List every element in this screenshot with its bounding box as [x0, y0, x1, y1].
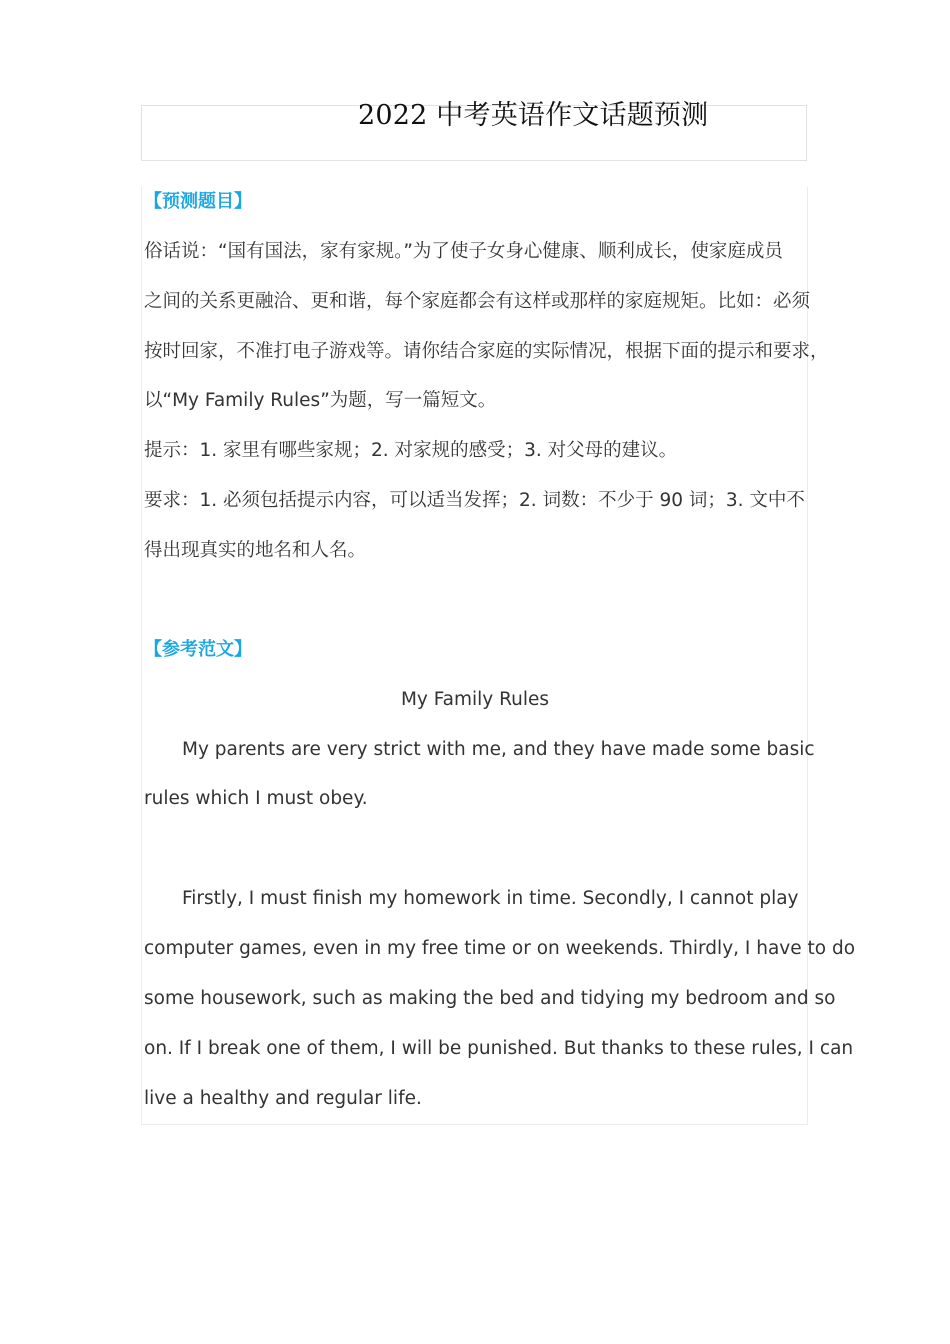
requirement-line: 得出现真实的地名和人名。: [144, 540, 367, 561]
prompt-line: 以“My Family Rules”为题，写一篇短文。: [144, 390, 497, 411]
prompt-line: 俗话说：“国有国法，家有家规。”为了使子女身心健康、顺利成长，使家庭成员: [144, 241, 783, 262]
prompt-line: 按时回家，不准打电子游戏等。请你结合家庭的实际情况，根据下面的提示和要求，: [144, 341, 829, 362]
essay-paragraph-line: computer games, even in my free time or on weekends. Thirdly, I have to do: [144, 938, 856, 959]
essay-paragraph-line: My parents are very strict with me, and they have made some basic: [182, 739, 815, 760]
requirement-line: 要求：1. 必须包括提示内容，可以适当发挥；2. 词数：不少于 90 词；3. 文中不: [144, 490, 805, 511]
essay-paragraph-line: on. If I break one of them, I will be punished. But thanks to these rules, I can: [144, 1038, 854, 1059]
page-title: 2022 中考英语作文话题预测: [358, 100, 709, 131]
prompt-line: 之间的关系更融洽、更和谐，每个家庭都会有这样或那样的家庭规矩。比如：必须: [144, 291, 811, 312]
essay-title: My Family Rules: [400, 689, 550, 710]
essay-paragraph-line: rules which I must obey.: [144, 788, 368, 809]
essay-paragraph-line: Firstly, I must finish my homework in time. Secondly, I cannot play: [182, 888, 799, 909]
essay-paragraph-line: live a healthy and regular life.: [144, 1088, 422, 1109]
essay-paragraph-line: some housework, such as making the bed and tidying my bedroom and so: [144, 988, 836, 1009]
hint-line: 提示：1. 家里有哪些家规；2. 对家规的感受；3. 对父母的建议。: [144, 440, 678, 461]
sample-heading: 【参考范文】: [144, 639, 252, 660]
prompt-heading: 【预测题目】: [144, 191, 252, 212]
